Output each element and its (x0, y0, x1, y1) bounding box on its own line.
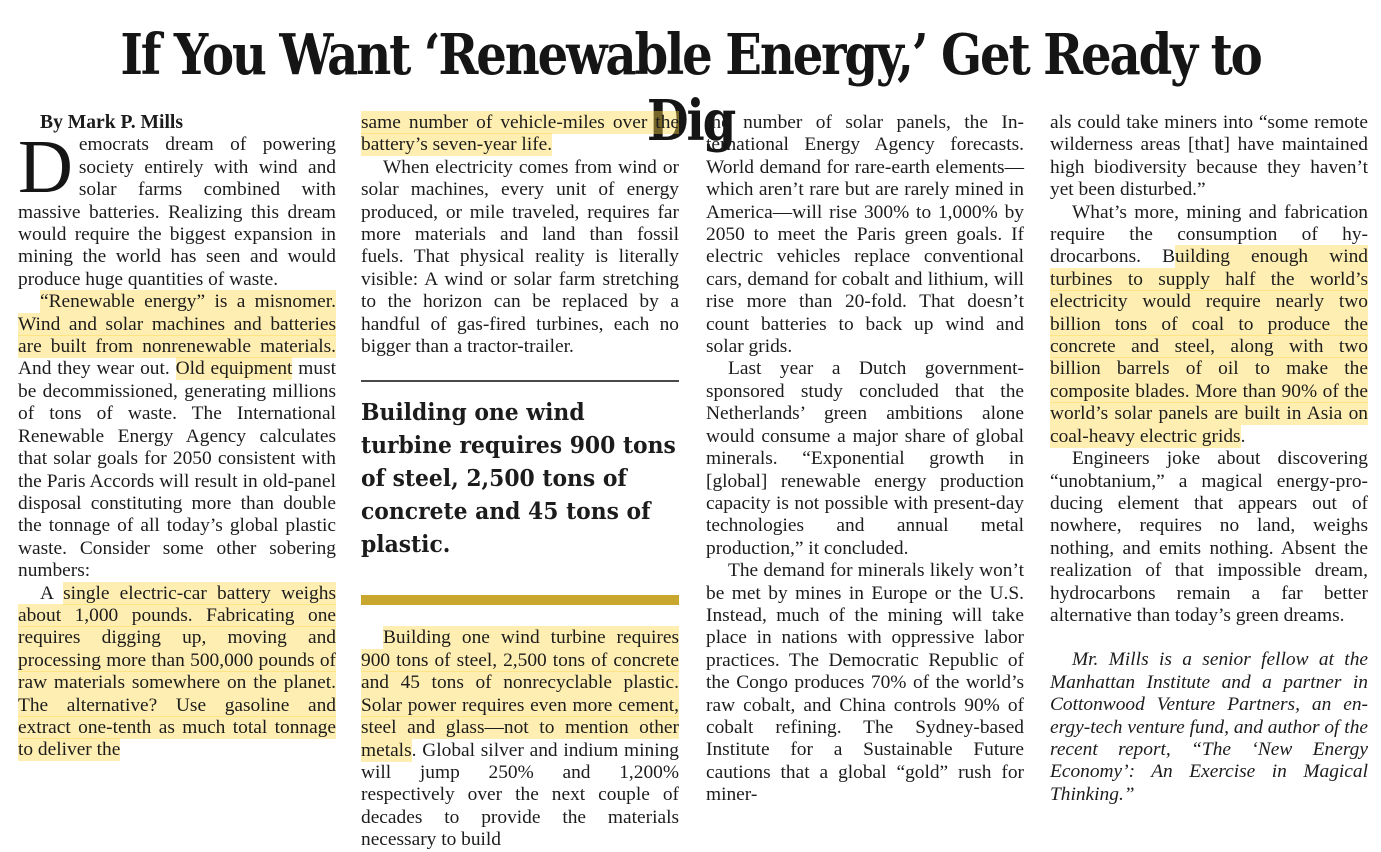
text-run: . (1240, 425, 1246, 447)
highlight: same number of vehicle-miles over the battery’s seven-year life. (361, 112, 679, 156)
paragraph-unobtanium: Engineers joke about discovering “unobtanium,” a magical energy-producing element that appears out of nowhere, requires no land, weighs nothing, and emits nothing. Absent the realization of that impossible dream, hydrocarbons remain a far better alternative than today’s green dreams. (1050, 448, 1368, 626)
paragraph-wilderness: als could take miners into “some remote wilderness areas [that] have maintained high biodiversity because they haven’t yet been disturbed.” (1050, 112, 1368, 201)
text-run: . Global silver and indium mining will jump 250% and 1,200% respectively over the next couple of decades to provide the materials necessary to build (361, 739, 679, 851)
paragraph-hydrocarbons (1050, 202, 1368, 448)
paragraph-electricity: When electricity comes from wind or solar machines, every unit of energy produced, or mile traveled, requires far more materials and land than fossil fuels. That physical reality is literally visible: A wind or solar farm stretching to the horizon can be replaced by a handful of gas-fired turbines, each no bigger than a tractor-trailer. (361, 156, 679, 358)
column-3 (706, 112, 1024, 807)
spacer (361, 358, 679, 380)
paragraph-wind-turbine (361, 627, 679, 851)
paragraph-battery (18, 583, 336, 762)
text-run: And they wear out. (18, 358, 176, 380)
highlight: “Renewable energy” is a misnomer. Wind and solar machines and batteries are built from nonrenewable materials. (18, 291, 336, 358)
column-4 (1050, 112, 1368, 806)
highlight: Old equipment (175, 358, 293, 380)
text-run: What’s more, mining and fabrication require the consumption of hydrocarbons. B (1050, 201, 1368, 268)
author-bio: Mr. Mills is a senior fellow at the Manhattan Institute and a partner in Cottonwood Venture Partners, an energy-tech venture fund, and author of the recent report, “The ‘New Energy Economy’: An Exercise in Magical Thinking.” (1050, 649, 1368, 805)
text-run: must be decommissioned, generating millions of tons of waste. The International Renewable Energy Agency calculates that solar goals for 2050 consistent with the Paris Accords will result in old-panel disposal constituting more than double the tonnage of all today’s global plastic waste. Consider some other sobering numbers: (18, 358, 337, 582)
column-2 (361, 112, 679, 852)
headline: If You Want ‘Renewable Energy,’ Get Ready to Dig (120, 22, 1261, 154)
intro-text: emocrats dream of powering society entirely with wind and solar farms combined with massive batteries. Realizing this dream would require the biggest expansion in mining the world has seen and would produce huge quantities of waste. (18, 134, 336, 290)
highlight: single electric-car battery weighs about 1,000 pounds. Fabricating one requires digging up, moving and processing more than 500,000 pounds of raw materials somewhere on the planet. The alternative? Use gasoline and extract one-tenth as much total tonnage to deliver the (18, 582, 336, 761)
drop-cap: D (18, 125, 73, 210)
paragraph-dutch-study: Last year a Dutch government-sponsored study concluded that the Netherlands’ green ambitions alone would consume a major share of global minerals. “Exponential growth in [global] renewable energy production capacity is not possible with present-day technologies and annual metal production,” it concluded. (706, 358, 1024, 559)
byline: By Mark P. Mills (40, 112, 183, 133)
paragraph-solar-panels: the number of solar panels, the International Energy Agency forecasts. World demand for rare-earth elements—which aren’t rare but are rarely mined in America—will rise 300% to 1,000% by 2050 to meet the Paris green goals. If electric vehicles replace conventional cars, demand for cobalt and lithium, will rise more than 20-fold. That doesn’t count batteries to back up wind and solar grids. (706, 112, 1024, 358)
pull-quote (361, 380, 679, 575)
text-run: A (40, 582, 64, 604)
highlight: uilding enough wind turbines to supply half the world’s electricity would require nearly two billion tons of coal to produce the concrete and steel, along with two billion barrels of oil to make the composite blades. More than 90% of the world’s solar panels are built in Asia on coal-heavy electric grids (1050, 246, 1368, 447)
paragraph-continued (361, 112, 679, 157)
column-1 (18, 112, 336, 762)
pull-quote-text: Building one wind turbine requires 900 tons of steel, 2,500 tons of concrete and 45 tons of plastic. (361, 398, 676, 559)
gold-rule (361, 595, 679, 605)
paragraph-intro (18, 125, 336, 291)
spacer (1050, 627, 1368, 649)
paragraph-minerals: The demand for minerals likely won’t be met by mines in Europe or the U.S. Instead, much of the mining will take place in nations with oppressive labor practices. The Democratic Republic of the Congo produces 70% of the world’s raw cobalt, and China controls 90% of cobalt refining. The Sydney-based Institute for a Sustainable Future cautions that a global “gold” rush for miner- (706, 560, 1024, 806)
paragraph-misnomer (18, 291, 336, 582)
highlight: Building one wind turbine requires 900 tons of steel, 2,500 tons of concrete and 45 tons of nonrecyclable plastic. Solar power requires even more cement, steel and glass—not to mention other metals (361, 627, 679, 761)
